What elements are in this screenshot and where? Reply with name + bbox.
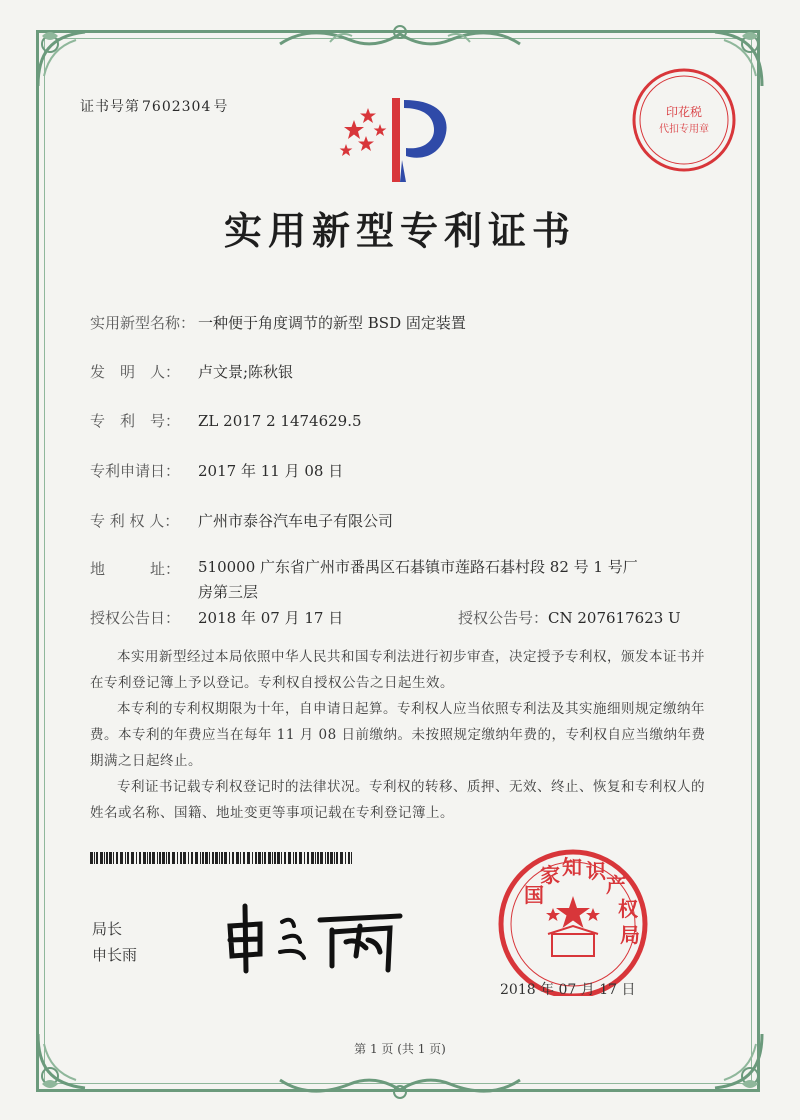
bottom-ornament-icon	[270, 1070, 530, 1104]
field-label: 授权公告日：	[90, 609, 181, 627]
signature-icon	[220, 896, 410, 976]
field-value: 广州市泰谷汽车电子有限公司	[198, 512, 394, 530]
corner-ornament-icon	[700, 1026, 770, 1096]
body-paragraph: 专利证书记载专利权登记时的法律状况。专利权的转移、质押、无效、终止、恢复和专利权人的姓名或名称、国籍、地址变更等事项记载在专利登记簿上。	[90, 779, 705, 821]
utility-model-name-field	[90, 312, 466, 333]
director-name: 申长雨	[92, 946, 138, 964]
grant-date-field	[90, 607, 343, 628]
svg-text:产: 产	[606, 873, 626, 897]
svg-text:家: 家	[540, 863, 560, 887]
barcode-icon	[90, 852, 352, 864]
field-value: ZL 2017 2 1474629.5	[198, 412, 362, 430]
inventor-field	[90, 361, 293, 382]
certificate-title: 实用新型专利证书	[223, 208, 576, 253]
body-paragraph: 本专利的专利权期限为十年，自申请日起算。专利权人应当依照专利法及其实施细则规定缴纳年费。本专利的年费应当在每年 11 月 08 日前缴纳。未按照规定缴纳年费的，专利权自应当缴纳年费期满之日起终止。	[90, 701, 706, 769]
corner-ornament-icon	[30, 1026, 100, 1096]
filing-date-field	[90, 460, 343, 481]
field-value: 卢文景;陈秋银	[198, 363, 294, 381]
svg-text:识: 识	[586, 859, 606, 883]
certificate-number: 证书号第 7602304 号	[80, 99, 229, 115]
svg-text:代扣专用章: 代扣专用章	[659, 124, 709, 135]
certificate-body	[90, 644, 710, 826]
field-value: 2018 年 07 月 17 日	[198, 609, 344, 627]
svg-text:国: 国	[524, 883, 544, 907]
top-ornament-icon	[270, 20, 530, 54]
corner-ornament-icon	[30, 24, 100, 94]
field-label: 专利申请日：	[90, 462, 181, 480]
director-block	[92, 916, 137, 968]
field-label: 专 利 权 人：	[90, 512, 180, 530]
publication-number-field	[458, 607, 681, 628]
field-value: 2017 年 11 月 08 日	[198, 462, 344, 480]
seal-date: 2018 年 07 月 17 日	[500, 982, 636, 998]
patentee-field	[90, 510, 393, 531]
body-paragraph: 本实用新型经过本局依照中华人民共和国专利法进行初步审查，决定授予专利权，颁发本证书并在专利登记簿上予以登记。专利权自授权公告之日起生效。	[90, 649, 705, 691]
page-number: 第 1 页 (共 1 页)	[354, 1042, 446, 1056]
tax-stamp-seal-icon	[628, 64, 740, 176]
patent-number-field	[90, 410, 362, 431]
svg-text:权: 权	[618, 897, 638, 921]
svg-text:知: 知	[562, 855, 582, 879]
field-label: 发 明 人：	[90, 363, 181, 381]
svg-text:印花税: 印花税	[665, 105, 703, 119]
field-label: 地 址：	[90, 560, 181, 578]
field-value: 510000 广东省广州市番禺区石碁镇市莲路石碁村段 82 号 1 号厂房第三层	[198, 558, 638, 601]
cnipa-seal-icon	[478, 846, 668, 996]
field-value: CN 207617623 U	[548, 609, 681, 627]
field-label: 专 利 号：	[90, 412, 181, 430]
field-label: 实用新型名称：	[90, 314, 196, 332]
svg-text:局: 局	[620, 923, 640, 947]
address-field	[90, 558, 638, 605]
patent-office-logo-icon	[332, 90, 462, 190]
director-title: 局长	[92, 920, 123, 938]
field-value: 一种便于角度调节的新型 BSD 固定装置	[198, 314, 466, 332]
field-label: 授权公告号：	[458, 609, 549, 627]
